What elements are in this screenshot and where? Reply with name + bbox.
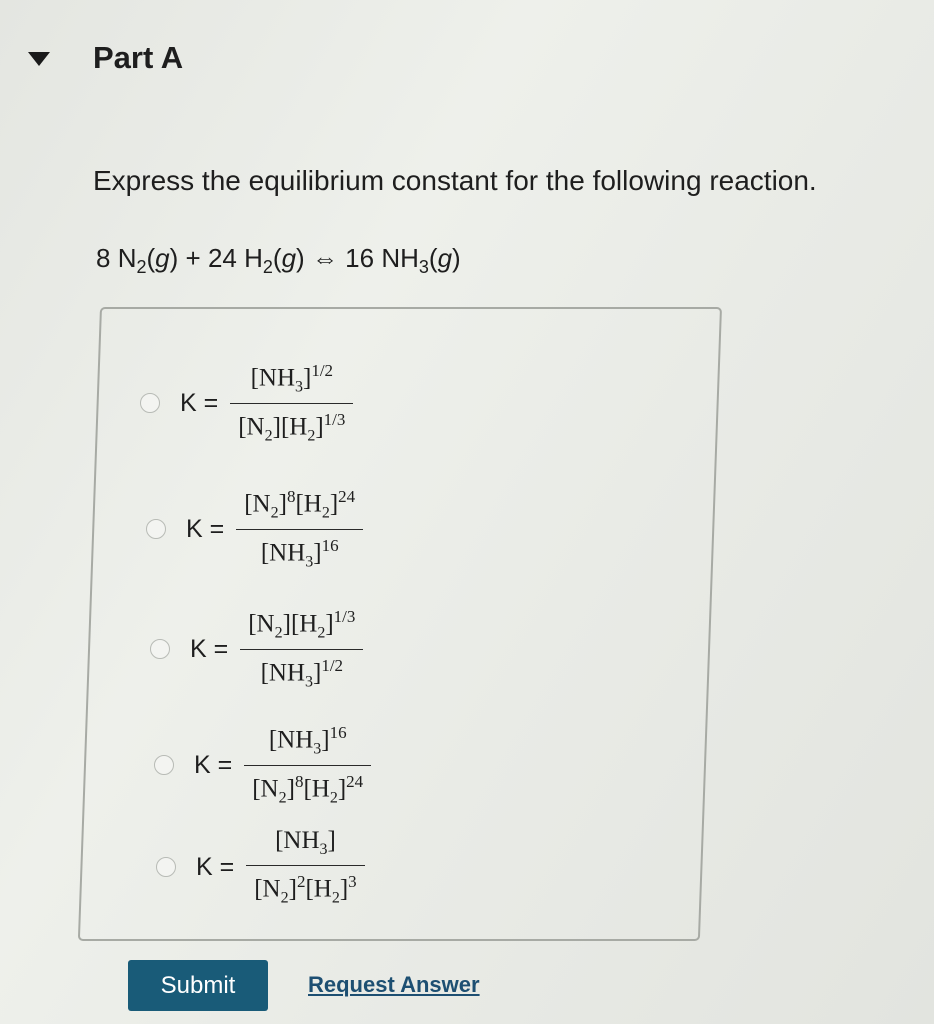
- state: g: [437, 243, 453, 273]
- k-label: K =: [196, 852, 235, 881]
- k-label: K =: [186, 514, 225, 543]
- denominator: $[NH_3]^{16}$: [260, 535, 339, 570]
- question-text: Express the equilibrium constant for the following reaction.: [93, 165, 817, 196]
- numerator: $[NH_3]$: [275, 826, 336, 858]
- numerator: $[NH_3]^{1/2}$: [250, 361, 334, 396]
- choice-4[interactable]: [154, 720, 371, 810]
- exponent: 1/2: [311, 361, 334, 381]
- state: g: [281, 243, 297, 273]
- exponent: 1/3: [333, 607, 356, 627]
- choice-2[interactable]: [146, 484, 363, 574]
- radio-button[interactable]: [140, 393, 160, 413]
- radio-button[interactable]: [146, 519, 166, 539]
- fraction: [244, 723, 371, 807]
- exponent: 24: [338, 487, 356, 507]
- denominator: $[N_2]^2[H_2]^3$: [254, 871, 357, 907]
- denominator: $[NH_3]^{1/2}$: [260, 655, 344, 690]
- fraction-bar: [236, 529, 363, 530]
- numerator: $[N_2]^8[H_2]^{24}$: [244, 487, 356, 522]
- radio-button[interactable]: [156, 857, 176, 877]
- request-answer-link[interactable]: Request Answer: [308, 972, 480, 997]
- subscript: 3: [418, 257, 429, 278]
- fraction-bar: [230, 403, 353, 404]
- equilibrium-arrow-icon: ⇔: [311, 243, 338, 273]
- fraction: [230, 361, 353, 445]
- radio-button[interactable]: [150, 639, 170, 659]
- exponent: 2: [296, 871, 306, 891]
- reaction-equation: 8 $N_2(g) + 24$ $H_2(g)$ ⇔ 16 $NH_3(g)$: [96, 243, 461, 278]
- radio-button[interactable]: [154, 755, 174, 775]
- exponent: 24: [346, 771, 364, 791]
- coefficient: 24: [207, 243, 237, 273]
- collapse-arrow-icon[interactable]: [28, 52, 50, 66]
- part-title: Part A: [93, 40, 184, 75]
- coefficient: 8: [96, 243, 111, 273]
- numerator: $[NH_3]^{16}$: [268, 723, 347, 758]
- k-label: K =: [190, 634, 229, 663]
- species: NH: [381, 243, 419, 273]
- choice-5[interactable]: [156, 822, 365, 912]
- coefficient: 16: [345, 243, 375, 273]
- species: H: [244, 243, 263, 273]
- choice-1[interactable]: [140, 358, 353, 448]
- fraction: [246, 827, 364, 907]
- fraction: [240, 607, 363, 691]
- fraction: [236, 487, 363, 571]
- fraction-bar: [244, 765, 371, 766]
- denominator: $[N_2][H_2]^{1/3}$: [238, 409, 346, 444]
- numerator: $[N_2][H_2]^{1/3}$: [248, 607, 356, 642]
- subscript: 2: [262, 257, 273, 278]
- subscript: 2: [136, 257, 147, 278]
- exponent: 8: [294, 771, 304, 791]
- exponent: 8: [286, 487, 296, 507]
- fraction-bar: [240, 649, 363, 650]
- state: g: [155, 243, 170, 273]
- plus-sign: +: [185, 243, 201, 273]
- k-label: K =: [194, 750, 233, 779]
- exponent: 1/3: [323, 409, 346, 429]
- submit-button[interactable]: Submit: [128, 960, 268, 1011]
- species: N: [117, 243, 137, 273]
- denominator: $[N_2]^8[H_2]^{24}$: [252, 771, 364, 806]
- exponent: 1/2: [321, 655, 344, 675]
- choice-3[interactable]: [150, 604, 363, 694]
- exponent: 16: [329, 723, 347, 743]
- exponent: 16: [321, 535, 339, 555]
- fraction-bar: [246, 865, 364, 866]
- k-label: K =: [180, 388, 219, 417]
- exponent: 3: [348, 871, 357, 891]
